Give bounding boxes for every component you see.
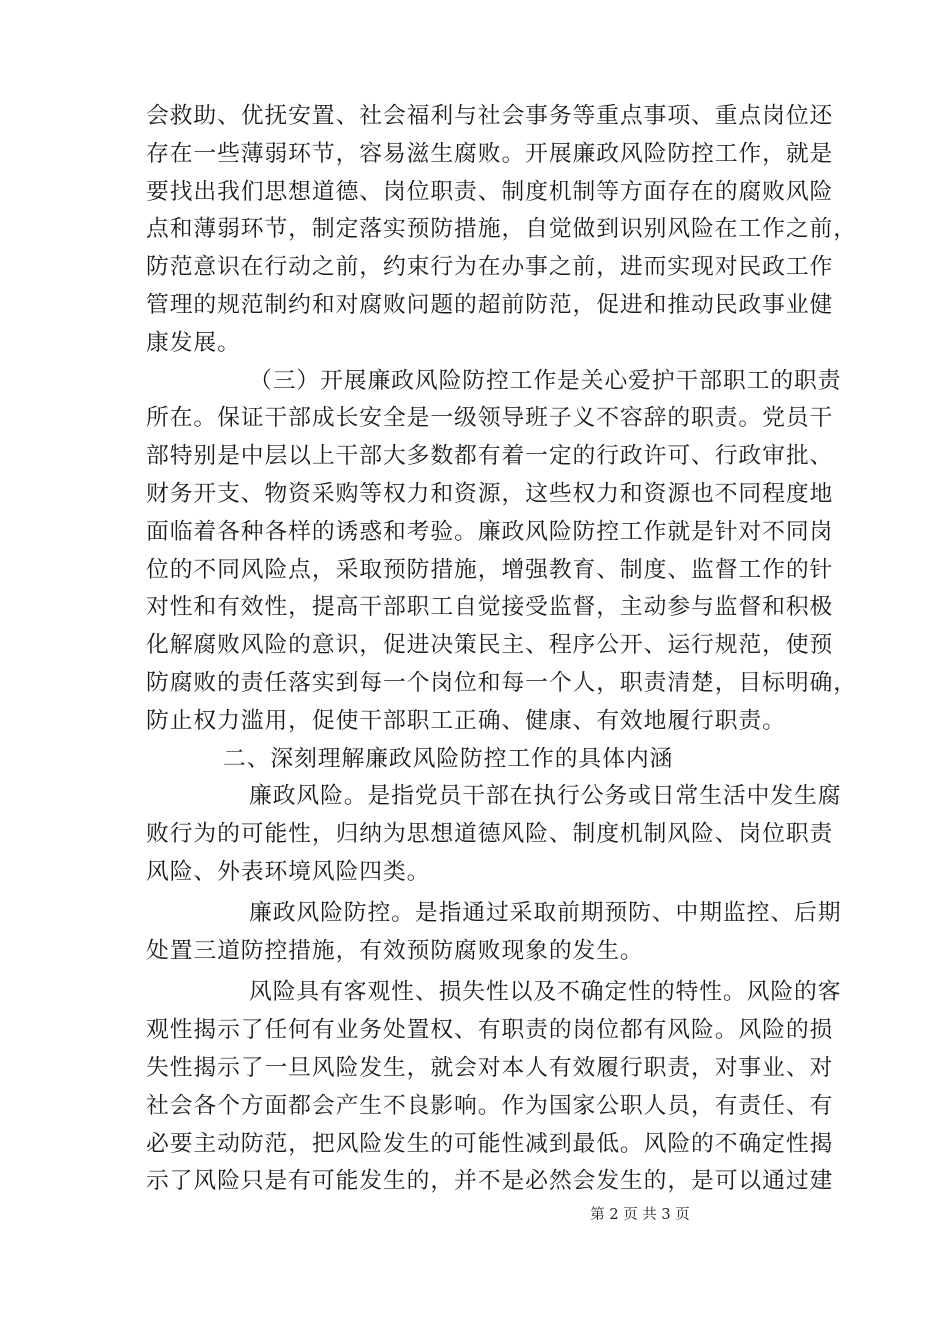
text-line: 会救助、优抚安置、社会福利与社会事务等重点事项、重点岗位还 (146, 103, 834, 129)
text-line: 观性揭示了任何有业务处置权、有职责的岗位都有风险。风险的损 (146, 1017, 834, 1044)
paragraph-section-three (146, 363, 857, 741)
page-number: 第 2 页 共 3 页 (590, 1207, 690, 1223)
text-line: 示了风险只是有可能发生的，并不是必然会发生的，是可以通过建 (146, 1168, 834, 1195)
text-line: 位的不同风险点，采取预防措施，增强教育、制度、监督工作的针 (146, 556, 834, 583)
text-line: 面临着各种各样的诱惑和考验。廉政风险防控工作就是针对不同岗 (146, 518, 834, 545)
text-line: 风险、外表环境风险四类。 (146, 858, 431, 885)
text-line: 防止权力滥用，促使干部职工正确、健康、有效地履行职责。 (146, 707, 786, 734)
text-line: 防腐败的责任落实到每一个岗位和每一个人，职责清楚，目标明确， (146, 669, 857, 696)
text-line: 化解腐败风险的意识，促进决策民主、程序公开、运行规范，使预 (146, 632, 834, 659)
text-line: 失性揭示了一旦风险发生，就会对本人有效履行职责，对事业、对 (146, 1054, 834, 1081)
text-line: 廉政风险防控。是指通过采取前期预防、中期监控、后期 (249, 899, 842, 926)
text-line: 存在一些薄弱环节，容易滋生腐败。开展廉政风险防控工作，就是 (146, 140, 834, 167)
text-line: 对性和有效性，提高干部职工自觉接受监督，主动参与监督和积极 (146, 594, 834, 621)
page-footer (0, 1203, 950, 1224)
heading-text: 二、深刻理解廉政风险防控工作的具体内涵 (223, 745, 674, 772)
text-line: 防范意识在行动之前，约束行为在办事之前，进而实现对民政工作 (146, 254, 834, 281)
text-line: 必要主动防范，把风险发生的可能性减到最低。风险的不确定性揭 (146, 1130, 834, 1157)
text-line: 廉政风险。是指党员干部在执行公务或日常生活中发生腐 (249, 783, 842, 810)
text-line: 所在。保证干部成长安全是一级领导班子义不容辞的职责。党员干 (146, 405, 834, 432)
text-line: 部特别是中层以上干部大多数都有着一定的行政许可、行政审批、 (146, 443, 834, 470)
text-line: 财务开支、物资采购等权力和资源，这些权力和资源也不同程度地 (146, 480, 834, 507)
text-line: 社会各个方面都会产生不良影响。作为国家公职人员，有责任、有 (146, 1092, 834, 1119)
text-line: 风险具有客观性、损失性以及不确定性的特性。风险的客 (249, 979, 842, 1006)
section-heading-two (146, 741, 806, 779)
text-line: 康发展。 (146, 329, 241, 356)
section-heading-line: （三）开展廉政风险防控工作是关心爱护干部职工的职责 (249, 367, 842, 394)
document-body (146, 98, 857, 1201)
paragraph-risk-definition (146, 778, 842, 891)
text-line: 处置三道防控措施，有效预防腐败现象的发生。 (146, 937, 644, 964)
paragraph-risk-control (146, 895, 842, 971)
text-line: 败行为的可能性，归纳为思想道德风险、制度机制风险、岗位职责 (146, 821, 834, 848)
text-line: 管理的规范制约和对腐败问题的超前防范，促进和推动民政事业健 (146, 291, 834, 318)
text-line: 点和薄弱环节，制定落实预防措施，自觉做到识别风险在工作之前， (146, 216, 857, 243)
paragraph-continued (146, 98, 857, 363)
text-line: 要找出我们思想道德、岗位职责、制度机制等方面存在的腐败风险 (146, 178, 834, 205)
paragraph-risk-nature (146, 974, 842, 1201)
